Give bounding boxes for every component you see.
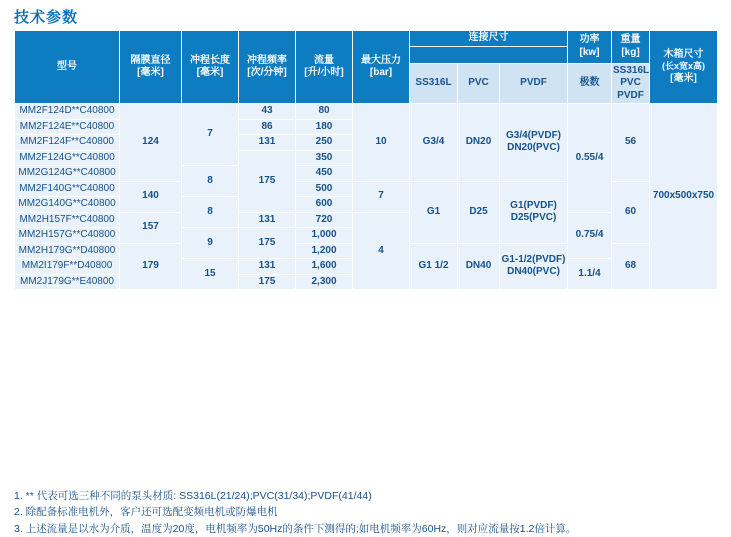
cell-stroke-frequency: 131 [239, 259, 296, 275]
cell-conn-pvdf-line1: G1-1/2(PVDF) [501, 253, 566, 265]
cell-conn-ss316l: G3/4 [410, 104, 458, 182]
header-stroke-length-line2: [毫米] [196, 67, 224, 78]
header-case-size [650, 31, 718, 104]
header-diaphragm [120, 31, 182, 104]
page-title: 技术参数 [14, 9, 79, 26]
cell-model: MM2G124G**C40800 [15, 166, 120, 182]
header-case-size-line3: [毫米] [670, 72, 697, 84]
cell-flow: 500 [296, 181, 353, 197]
cell-flow: 450 [296, 166, 353, 182]
cell-stroke-frequency: 86 [239, 119, 296, 135]
header-conn-pvdf: PVDF [500, 63, 568, 104]
cell-model: MM2H157F**C40800 [15, 212, 120, 228]
note-2: 2. 除配备标准电机外，客户还可选配变频电机或防爆电机 [14, 506, 278, 519]
cell-flow: 1,600 [296, 259, 353, 275]
cell-stroke-length: 7 [182, 104, 239, 166]
header-weight-line1: 重量 [620, 34, 641, 46]
notes-block [14, 488, 719, 537]
cell-model: MM2G140G**C40800 [15, 197, 120, 213]
cell-diaphragm: 124 [120, 104, 182, 182]
cell-conn-ss316l: G1 1/2 [410, 243, 458, 290]
header-conn-ss316l: SS316L [410, 63, 458, 104]
cell-model: MM2F124F**C40800 [15, 135, 120, 151]
note-3: 3. 上述流量是以水为介质，温度为20度，电机频率为50Hz的条件下测得的;如电机频率为60Hz，则对应流量按1.2倍计算。 [14, 522, 577, 535]
note-1: 1. ** 代表可选三种不同的泵头材质: SS316L(21/24);PVC(31/34);PVDF(41/44) [14, 490, 372, 502]
header-max-pressure-line1: 最大压力 [361, 54, 401, 66]
cell-conn-pvc: DN40 [458, 243, 500, 290]
cell-case-size: 700x500x750 [650, 104, 718, 290]
cell-max-pressure: 10 [353, 104, 410, 182]
cell-max-pressure: 4 [353, 212, 410, 290]
header-weight-materials [612, 63, 650, 104]
cell-flow: 600 [296, 197, 353, 213]
header-model: 型号 [15, 31, 120, 104]
cell-stroke-frequency: 131 [239, 135, 296, 151]
cell-model: MM2J179G**E40800 [15, 274, 120, 290]
header-flow-line2: [升/小时] [304, 67, 344, 78]
cell-conn-pvdf-line1: G1(PVDF) [510, 199, 557, 211]
header-stroke-length [182, 31, 239, 104]
specification-table [14, 30, 718, 290]
cell-stroke-length: 8 [182, 197, 239, 228]
header-max-pressure-line2: [bar] [369, 67, 393, 78]
cell-power: 0.55/4 [568, 104, 612, 213]
cell-stroke-frequency: 175 [239, 274, 296, 290]
cell-flow: 80 [296, 104, 353, 120]
cell-flow: 180 [296, 119, 353, 135]
cell-conn-ss316l: G1 [410, 181, 458, 243]
cell-conn-pvdf-line1: G3/4(PVDF) [506, 129, 562, 141]
header-weight [612, 31, 650, 64]
header-weight-mat-line2: PVC [620, 77, 641, 88]
cell-max-pressure: 7 [353, 181, 410, 212]
header-stroke-frequency-line1: 冲程频率 [247, 54, 287, 66]
cell-diaphragm: 179 [120, 243, 182, 290]
header-max-pressure [353, 31, 410, 104]
cell-conn-pvdf-line2: DN40(PVC) [507, 266, 560, 278]
cell-conn-pvdf [500, 243, 568, 290]
cell-flow: 2,300 [296, 274, 353, 290]
cell-conn-pvc: D25 [458, 181, 500, 243]
cell-weight: 56 [612, 104, 650, 182]
header-power-poles: 极数 [568, 63, 612, 104]
cell-weight: 60 [612, 181, 650, 243]
header-stroke-frequency [239, 31, 296, 104]
cell-conn-pvdf-line2: DN20(PVC) [507, 142, 560, 154]
cell-model: MM2H179G**D40800 [15, 243, 120, 259]
cell-model: MM2F124D**C40800 [15, 104, 120, 120]
header-weight-line2: [kg] [621, 46, 640, 58]
header-weight-mat-line3: PVDF [617, 89, 644, 101]
cell-flow: 250 [296, 135, 353, 151]
header-connection-spacer [410, 46, 568, 63]
header-flow [296, 31, 353, 104]
table-header-row-1 [15, 31, 718, 47]
cell-flow: 1,200 [296, 243, 353, 259]
header-weight-mat-line1: SS316L [613, 64, 650, 76]
cell-model: MM2I179F**D40800 [15, 259, 120, 275]
cell-conn-pvdf [500, 181, 568, 243]
cell-stroke-length: 15 [182, 259, 239, 290]
cell-diaphragm: 157 [120, 212, 182, 243]
header-power-line1: 功率 [579, 34, 600, 46]
table-row [15, 104, 718, 120]
header-case-size-line1: 木箱尺寸 [663, 48, 704, 60]
cell-conn-pvc: DN20 [458, 104, 500, 182]
cell-power: 1.1/4 [568, 259, 612, 290]
cell-model: MM2F140G**C40800 [15, 181, 120, 197]
header-diaphragm-line1: 隔膜直径 [130, 54, 171, 66]
cell-stroke-frequency: 175 [239, 228, 296, 259]
cell-model: MM2H157G**C40800 [15, 228, 120, 244]
header-case-size-line2: (长x宽x高) [662, 61, 706, 72]
cell-model: MM2F124G**C40800 [15, 150, 120, 166]
header-flow-line1: 流量 [314, 54, 334, 66]
cell-conn-pvdf [500, 104, 568, 182]
cell-stroke-frequency: 131 [239, 212, 296, 228]
header-conn-pvc: PVC [458, 63, 500, 104]
cell-stroke-length: 8 [182, 166, 239, 197]
cell-stroke-frequency: 43 [239, 104, 296, 120]
cell-flow: 1,000 [296, 228, 353, 244]
header-diaphragm-line2: [毫米] [137, 67, 164, 78]
cell-flow: 720 [296, 212, 353, 228]
cell-diaphragm: 140 [120, 181, 182, 212]
header-power [568, 31, 612, 64]
cell-weight: 68 [612, 243, 650, 290]
cell-flow: 350 [296, 150, 353, 166]
header-stroke-length-line1: 冲程长度 [190, 54, 230, 66]
header-power-line2: [kw] [579, 46, 600, 58]
cell-stroke-frequency: 175 [239, 150, 296, 212]
cell-model: MM2F124E**C40800 [15, 119, 120, 135]
table-row [15, 181, 718, 197]
cell-conn-pvdf-line2: D25(PVC) [510, 212, 557, 223]
cell-power: 0.75/4 [568, 212, 612, 259]
header-connection: 连接尺寸 [410, 31, 568, 47]
cell-stroke-length: 9 [182, 228, 239, 259]
header-stroke-frequency-line2: [次/分钟] [247, 67, 287, 78]
